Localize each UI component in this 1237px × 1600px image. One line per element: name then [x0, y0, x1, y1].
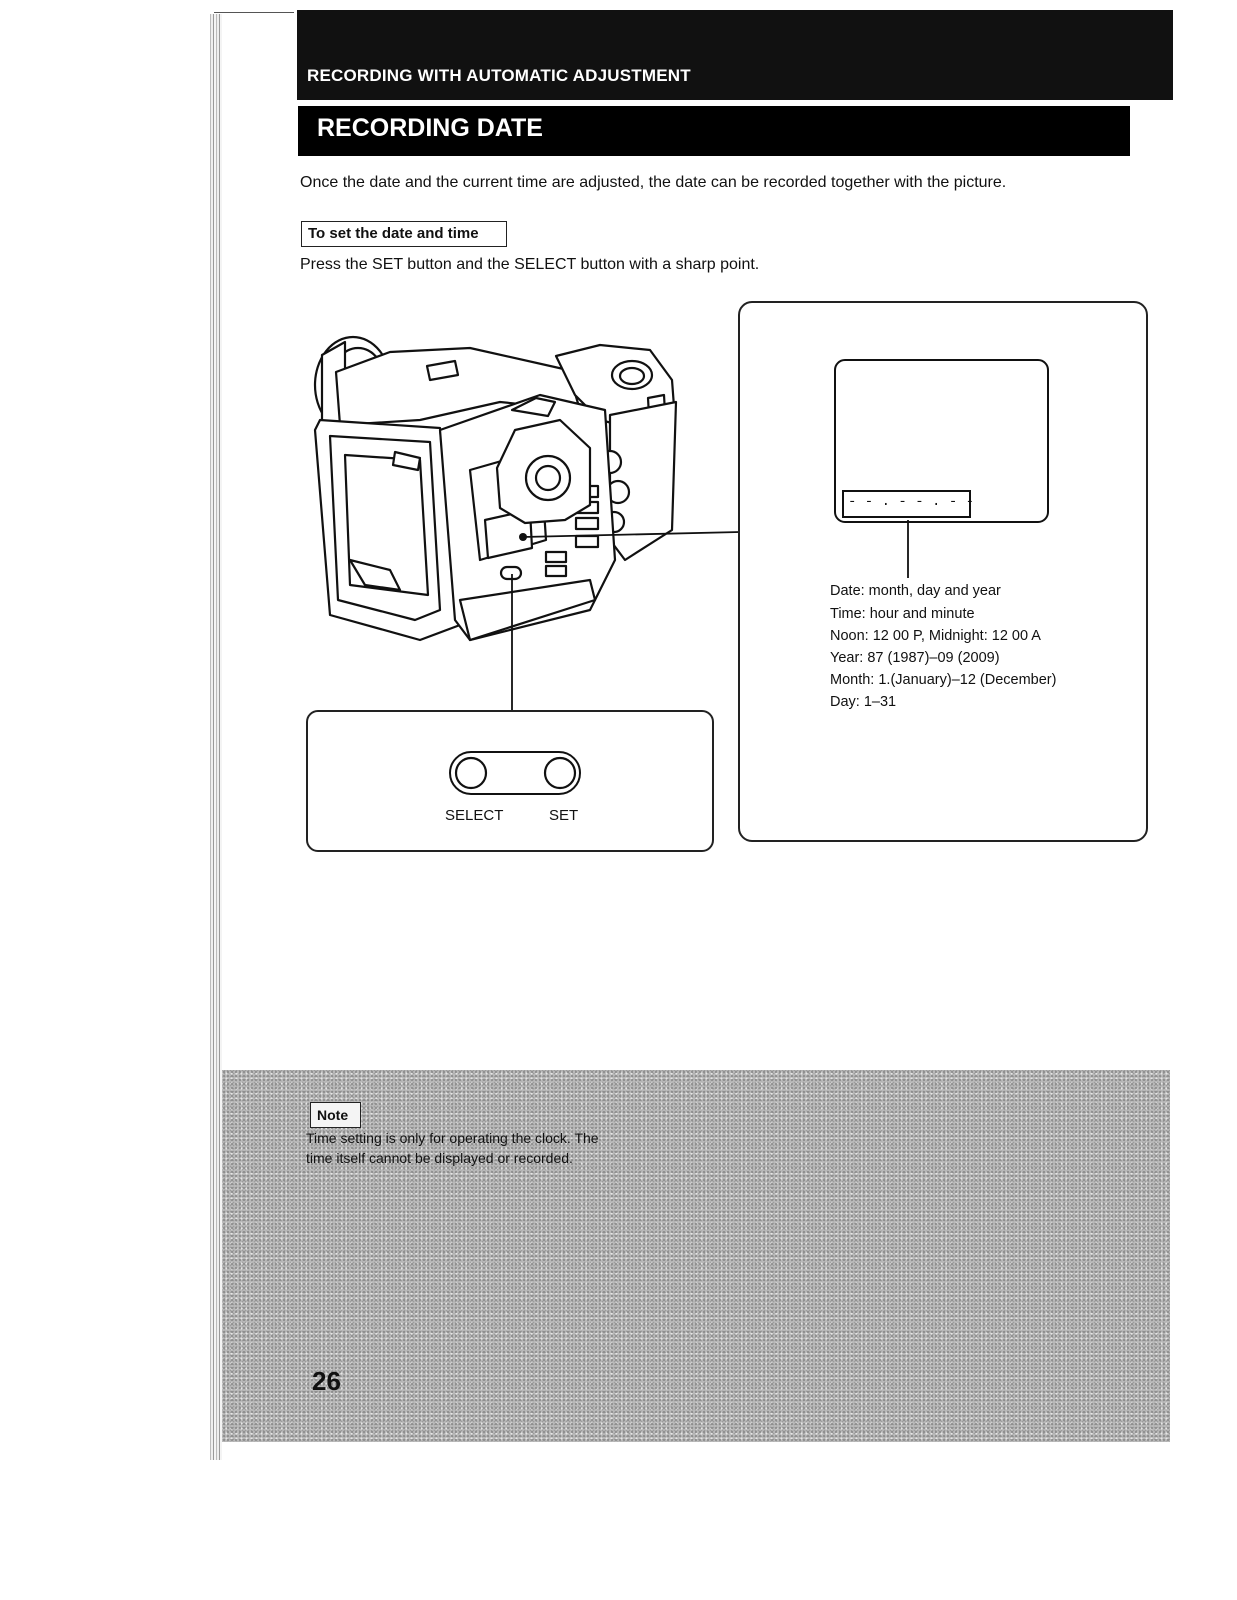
instruction-text: Press the SET button and the SELECT button with a sharp point.	[300, 256, 760, 273]
info-date: Date: month, day and year	[830, 583, 1001, 599]
info-noon: Noon: 12 00 P, Midnight: 12 00 A	[830, 628, 1041, 644]
subheading: To set the date and time	[308, 225, 479, 242]
date-readout: - - . - - . - -	[848, 494, 975, 510]
info-time: Time: hour and minute	[830, 606, 975, 622]
intro-paragraph: Once the date and the current time are adjusted, the date can be recorded together with the picture.	[300, 174, 1007, 191]
info-callout-box	[738, 301, 1148, 842]
select-button-label: SELECT	[445, 807, 504, 824]
section-heading: RECORDING WITH AUTOMATIC ADJUSTMENT	[307, 66, 691, 85]
note-line-1: Time setting is only for operating the clock. The	[306, 1130, 599, 1146]
button-callout-box	[306, 710, 714, 852]
info-month: Month: 1.(January)–12 (December)	[830, 672, 1057, 688]
note-line-2: time itself cannot be displayed or recorded.	[306, 1150, 573, 1166]
info-day: Day: 1–31	[830, 694, 897, 710]
info-year: Year: 87 (1987)–09 (2009)	[830, 650, 1000, 666]
page-title: RECORDING DATE	[317, 114, 543, 142]
set-button-label: SET	[549, 807, 579, 824]
note-label: Note	[317, 1107, 349, 1123]
page-number: 26	[312, 1366, 341, 1396]
note-area	[222, 1070, 1170, 1442]
